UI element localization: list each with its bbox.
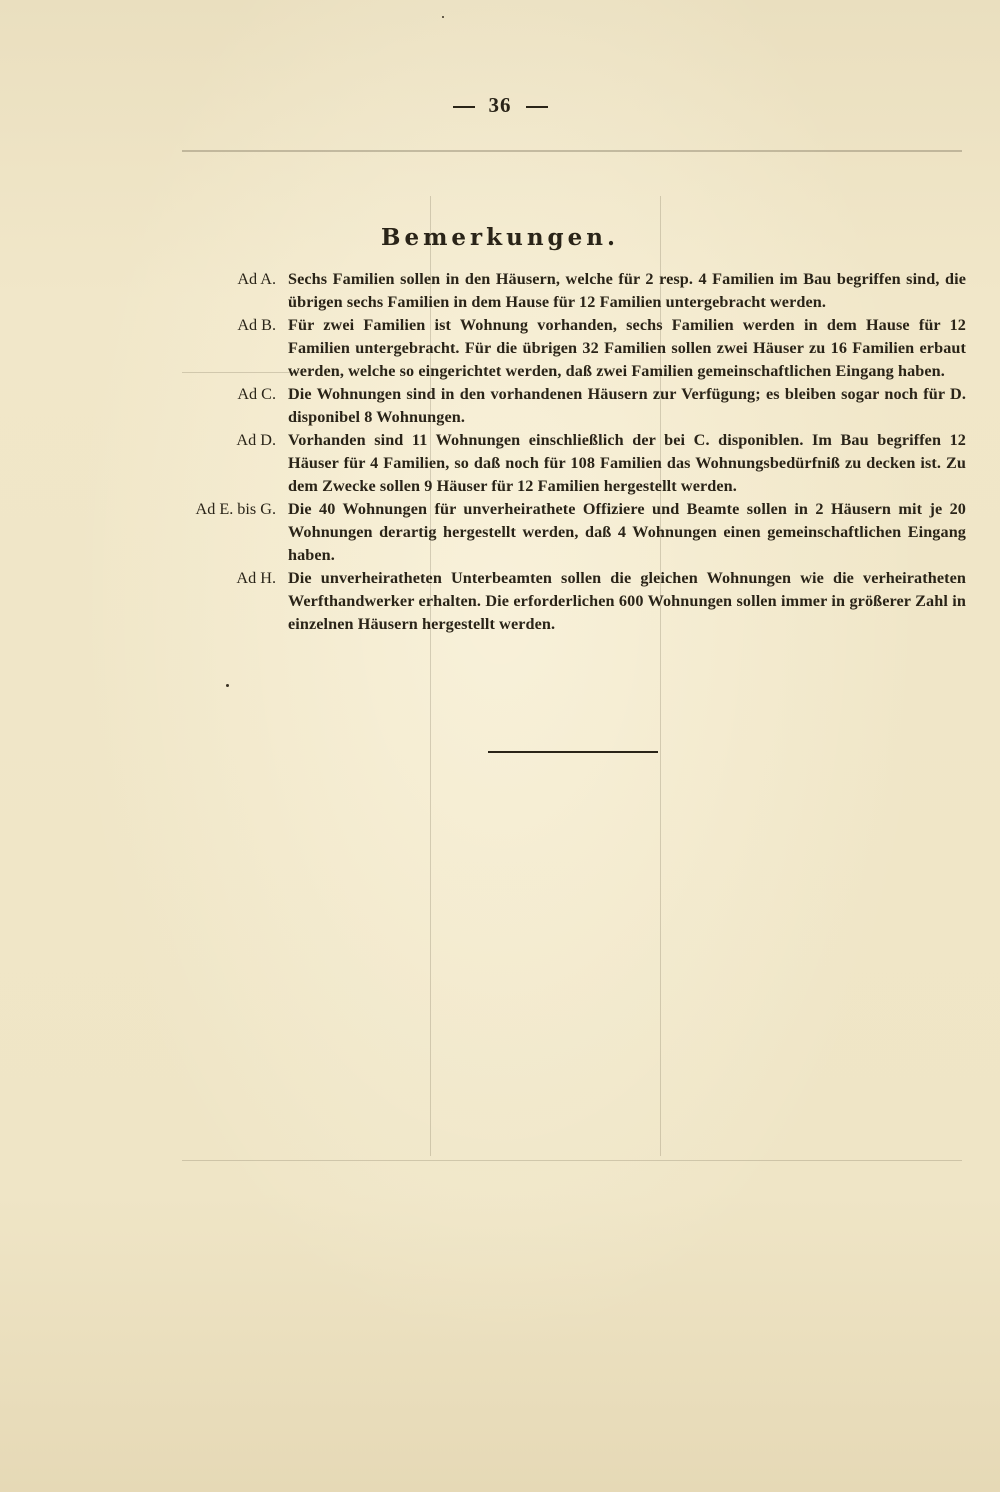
bleed-through-rule — [182, 150, 962, 152]
remark-label: Ad A. — [237, 270, 276, 288]
remark-label: Ad D. — [236, 431, 276, 449]
paper-speck — [226, 684, 229, 687]
page-number — [0, 93, 1000, 118]
remark-item — [180, 498, 966, 567]
page-number-dash — [526, 106, 548, 108]
remark-label: Ad E. bis G. — [195, 500, 276, 518]
remark-item — [180, 314, 966, 383]
remark-item — [180, 429, 966, 498]
remarks-heading: Bemerkungen. — [381, 224, 619, 251]
remark-item — [180, 567, 966, 636]
remark-text: Die unverheiratheten Unterbeamten sollen die gleichen Wohnungen wie die verheiratheten Werfthandwerker erhalten. Die erforderlichen 600 Wohnungen sollen immer in größerer Zahl in einzelnen Häusern hergestellt werden. — [288, 569, 966, 633]
remark-text: Sechs Familien sollen in den Häusern, welche für 2 resp. 4 Familien im Bau begriffen sind, die übrigen sechs Familien in dem Hause für 12 Familien untergebracht werden. — [288, 270, 966, 311]
remark-item — [180, 383, 966, 429]
paper-speck — [442, 16, 444, 18]
remark-label: Ad B. — [237, 316, 276, 334]
page-number-dash — [453, 106, 475, 108]
remark-label: Ad H. — [236, 569, 276, 587]
end-rule — [488, 751, 658, 753]
remark-text: Die Wohnungen sind in den vorhandenen Häusern zur Verfügung; es bleiben sogar noch für D. disponibel 8 Wohnungen. — [288, 385, 966, 426]
remark-text: Vorhanden sind 11 Wohnungen einschließlich der bei C. disponiblen. Im Bau begriffen 12 Häuser für 4 Familien, so daß noch für 108 Familien das Wohnungsbedürfniß zu decken ist. Zu dem Zwecke sollen 9 Häuser für 12 Familien hergestellt werden. — [288, 431, 966, 495]
remarks-list — [180, 268, 966, 636]
remark-text: Für zwei Familien ist Wohnung vorhanden, sechs Familien werden in dem Hause für 12 Familien untergebracht. Für die übrigen 32 Familien sollen zwei Häuser zu 16 Familien erbaut werden, welche so eingerichtet werden, daß zwei Familien gemeinschaftlichen Eingang haben. — [288, 316, 966, 380]
page-number-value: 36 — [488, 93, 512, 117]
remark-item — [180, 268, 966, 314]
remark-text: Die 40 Wohnungen für unverheirathete Offiziere und Beamte sollen in 2 Häusern mit je 20 Wohnungen derartig hergestellt werden, daß 4 Wohnungen einen gemeinschaftlichen Eingang haben. — [288, 500, 966, 564]
bleed-through-rule — [182, 1160, 962, 1161]
remark-label: Ad C. — [237, 385, 276, 403]
